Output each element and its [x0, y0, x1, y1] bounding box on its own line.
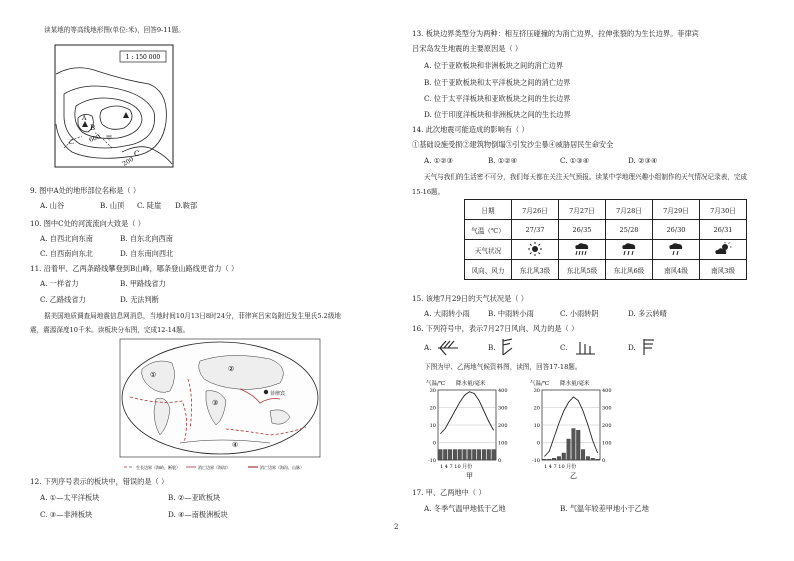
q9-option-d[interactable]: D.鞍部 — [175, 201, 198, 210]
yi-precip-bar — [591, 458, 595, 460]
intro-quake-line1: 据美国地质调查局地震信息网消息，当地时间10月13日8时24分，菲律宾吕宋岛附近发生里氏5.2级地 — [44, 312, 342, 320]
q17-stem: 17. 甲、乙两地中（ ） — [412, 488, 486, 497]
map-scale: 1 : 150 000 — [125, 54, 161, 61]
weather-table — [464, 199, 747, 280]
intro-contour: 读某地的等高线地形图(单位:米)，回答9-11题。 — [44, 26, 185, 34]
yi-temp-tick: 20 — [533, 405, 540, 412]
q9-option-a[interactable]: A. 山谷 — [40, 201, 65, 210]
q15-option-b[interactable]: B. 中雨转小雨 — [488, 309, 534, 318]
jia-precip-bar — [443, 450, 447, 461]
jia-temp-tick: 30 — [429, 388, 436, 394]
jia-temp-tick: -10 — [427, 458, 436, 464]
yi-precip-tick: 200 — [602, 423, 612, 429]
table-cell: 27/37 — [512, 220, 559, 240]
svg-text:②: ② — [228, 365, 235, 373]
yi-precip-label: 降水量/毫米 — [560, 381, 590, 387]
q11-option-a[interactable]: A. 一样省力 — [40, 279, 79, 288]
yi-precip-bar — [596, 459, 600, 460]
q9-option-b[interactable]: B. 山顶 — [100, 201, 125, 210]
light-rain-icon — [667, 242, 685, 256]
yi-precip-bar — [576, 430, 580, 460]
jia-precip-bar — [477, 450, 481, 461]
svg-text:C: C — [134, 150, 140, 158]
jia-precip-bar — [453, 450, 457, 461]
svg-text:200: 200 — [121, 155, 135, 168]
yi-precip-bar — [552, 458, 556, 460]
table-cell: 25/28 — [606, 220, 653, 240]
yi-precip-bar — [586, 457, 590, 461]
q16-option-d[interactable]: D. — [628, 343, 636, 352]
table-row — [465, 200, 747, 220]
yi-precip-tick: 400 — [602, 388, 612, 394]
wind-symbol-d-icon — [640, 338, 660, 356]
table-cell — [559, 240, 606, 260]
wind-symbol-c-icon — [574, 338, 596, 356]
q11-option-c[interactable]: C. 乙路线省力 — [40, 295, 86, 304]
svg-text:600: 600 — [88, 133, 102, 144]
jia-precip-tick: 300 — [498, 405, 508, 412]
table-cell: 7月30日 — [700, 200, 747, 220]
q16-option-a[interactable]: A. — [424, 343, 432, 352]
q15-option-c[interactable]: C. 小雨转阴 — [560, 309, 599, 318]
q14-items: ①基础设施受损②建筑物倒塌③引发沙尘暴④威胁居民生命安全 — [412, 140, 614, 149]
table-cell: 26/30 — [653, 220, 700, 240]
q14-option-a[interactable]: A. ①②③ — [424, 156, 454, 165]
q14-option-d[interactable]: D. ②③④ — [628, 156, 658, 165]
q15-stem: 15. 该地7月29日的天气状况是（ ） — [412, 294, 528, 303]
plate-map — [120, 339, 320, 474]
q17-option-a[interactable]: A. 冬季气温甲地低于乙地 — [424, 504, 506, 513]
q12-option-d[interactable]: D. ④—南极洲板块 — [168, 510, 228, 519]
svg-text:①: ① — [150, 371, 157, 379]
jia-precip-bar — [492, 450, 496, 461]
table-row — [465, 260, 747, 280]
q16-option-b[interactable]: B. — [488, 343, 496, 352]
intro-weather-line2: 15-16题。 — [412, 188, 445, 196]
yi-temp-tick: -10 — [531, 458, 540, 464]
q15-option-d[interactable]: D. 多云转晴 — [628, 309, 667, 318]
table-cell: 26/35 — [559, 220, 606, 240]
jia-precip-bar — [482, 450, 486, 461]
yi-precip-bar — [557, 457, 561, 461]
q11-stem: 11. 沿着甲、乙两条路线攀登到B山峰，哪条登山路线更省力（ ） — [30, 264, 239, 273]
cloudy-sunny-icon — [714, 242, 732, 256]
q10-option-d[interactable]: D. 自东南向西北 — [120, 249, 174, 258]
jia-precip-tick: 400 — [498, 388, 508, 394]
heavy-rain-icon — [573, 242, 591, 256]
jia-precip-bar — [448, 450, 452, 461]
svg-text:A: A — [82, 115, 87, 122]
jia-temp-tick: 10 — [429, 423, 436, 429]
contour-map — [54, 44, 174, 168]
yi-precip-bar — [567, 439, 571, 460]
intro-climate: 下图为甲、乙两地气候资料图，读图，回答17-18题。 — [424, 363, 582, 371]
q12-stem: 12. 下列序号表示的板块中，错误的是（ ） — [30, 477, 169, 486]
moderate-rain-icon — [620, 242, 638, 256]
table-row — [465, 240, 747, 260]
q16-option-c[interactable]: C. — [560, 343, 568, 352]
yi-x-ticks: 1 4 7 10 月份 — [544, 464, 577, 470]
jia-precip-bar — [468, 450, 472, 461]
svg-text:③: ③ — [212, 399, 219, 407]
q16-stem: 16. 下列符号中，表示7月27日风向、风力的是（ ） — [412, 324, 579, 333]
yi-temp-label: 气温/℃ — [530, 381, 550, 387]
table-cell: 26/31 — [700, 220, 747, 240]
q10-option-a[interactable]: A. 自西北向东南 — [40, 234, 93, 243]
q13-option-d[interactable]: D. 位于印度洋板块和非洲板块之间的生长边界 — [424, 110, 571, 119]
table-cell: 东北风6级 — [606, 260, 653, 280]
q10-stem: 10. 图中C处的河流流向大致是（ ） — [30, 219, 145, 228]
table-cell: 风向、风力 — [465, 260, 512, 280]
yi-precip-tick: 300 — [602, 405, 612, 412]
intro-weather-line1: 天气与我们的生活密不可分，我们每天都在关注天气预报。读某中学地理兴趣小组制作的天气情况记录表，完成 — [424, 173, 748, 181]
table-cell: 东北风5级 — [559, 260, 606, 280]
table-cell: 东北风3级 — [512, 260, 559, 280]
yi-precip-bar — [562, 453, 566, 460]
climate-charts — [418, 376, 618, 482]
q12-option-a[interactable]: A. ①—太平洋板块 — [40, 493, 100, 502]
wind-symbol-a-icon — [436, 340, 460, 356]
table-row — [465, 220, 747, 240]
q9-option-c[interactable]: C. 陡崖 — [137, 201, 162, 210]
wind-symbol-b-icon — [500, 338, 520, 356]
table-cell: 日期 — [465, 200, 512, 220]
table-cell: 南风4级 — [653, 260, 700, 280]
jia-temp-tick: 20 — [429, 405, 436, 412]
intro-quake-line2: 震，震源深度10千米。读板块分布图，完成12-14题。 — [30, 326, 190, 334]
svg-text:生长边界（海岭、断裂）: 生长边界（海岭、断裂） — [136, 465, 180, 470]
q17-option-b[interactable]: B. 气温年较差甲地小于乙地 — [560, 504, 649, 513]
jia-precip-bar — [458, 450, 462, 461]
yi-temp-tick: 30 — [533, 388, 540, 394]
q13-stem-line1: 13. 板块边界类型分为两种：相互挤压碰撞的为消亡边界，拉伸张裂的为生长边界。菲律宾 — [412, 29, 699, 38]
jia-precip-bar — [439, 450, 443, 461]
yi-precip-bar — [581, 450, 585, 461]
jia-temp-line — [440, 392, 493, 434]
q11-option-d[interactable]: D. 无法判断 — [120, 295, 159, 304]
yi-temp-tick: 0 — [536, 440, 540, 447]
q10-option-b[interactable]: B. 自东北向西南 — [120, 234, 173, 243]
q14-stem: 14. 此次地震可能造成的影响有（ ） — [412, 125, 529, 134]
jia-precip-tick: 200 — [498, 423, 508, 429]
yi-name: 乙 — [570, 472, 577, 480]
svg-text:菲律宾: 菲律宾 — [270, 391, 286, 397]
yi-precip-tick: 100 — [602, 440, 612, 447]
q13-stem-line2: 吕宋岛发生地震的主要原因是（ ） — [412, 44, 523, 53]
yi-temp-line — [544, 397, 597, 457]
table-cell — [653, 240, 700, 260]
jia-chart — [428, 388, 508, 470]
jia-precip-label: 降水量/毫米 — [456, 381, 486, 387]
svg-text:消亡边界（海沟）: 消亡边界（海沟） — [198, 465, 230, 470]
q13-option-a[interactable]: A. 位于亚欧板块和非洲板块之间的消亡边界 — [424, 61, 564, 70]
table-cell — [606, 240, 653, 260]
table-cell: 7月28日 — [606, 200, 653, 220]
yi-chart — [532, 388, 612, 470]
table-cell: 南风3级 — [700, 260, 747, 280]
yi-precip-bar — [547, 459, 551, 460]
jia-precip-bar — [463, 450, 467, 461]
svg-text:乙: 乙 — [68, 139, 75, 146]
table-cell: 7月29日 — [653, 200, 700, 220]
jia-temp-label: 气温/℃ — [426, 381, 446, 387]
sunny-icon — [527, 242, 543, 256]
page-number: 2 — [394, 523, 399, 531]
jia-x-ticks: 1 4 7 10 月份 — [440, 464, 473, 470]
yi-precip-bar — [543, 459, 547, 460]
jia-precip-tick: 0 — [498, 458, 502, 464]
table-cell — [512, 240, 559, 260]
jia-precip-tick: 100 — [498, 440, 508, 447]
svg-text:甲: 甲 — [106, 135, 113, 142]
q10-option-c[interactable]: C. 自西南向东北 — [40, 249, 93, 258]
jia-precip-bar — [487, 450, 491, 461]
q12-option-c[interactable]: C. ③—非洲板块 — [40, 510, 93, 519]
table-cell: 天气状况 — [465, 240, 512, 260]
yi-precip-tick: 0 — [602, 458, 606, 464]
yi-precip-bar — [572, 429, 576, 461]
svg-text:④: ④ — [232, 441, 239, 449]
jia-precip-bar — [472, 450, 476, 461]
jia-temp-tick: 0 — [432, 440, 436, 447]
q14-option-b[interactable]: B. ①②④ — [488, 156, 518, 165]
q15-option-a[interactable]: A. 大雨转小雨 — [424, 309, 470, 318]
q13-option-c[interactable]: C. 位于太平洋板块和亚欧板块之间的生长边界 — [424, 94, 571, 103]
table-cell: 7月26日 — [512, 200, 559, 220]
table-cell: 7月27日 — [559, 200, 606, 220]
table-cell — [700, 240, 747, 260]
jia-name: 甲 — [466, 472, 473, 480]
q11-option-b[interactable]: B. 甲路线省力 — [120, 279, 166, 288]
q9-stem: 9. 图中A处的地形部位名称是（ ） — [30, 186, 141, 195]
yi-temp-tick: 10 — [533, 423, 540, 429]
q13-option-b[interactable]: B. 位于亚欧板块和太平洋板块之间的消亡边界 — [424, 78, 571, 87]
svg-text:消亡边界（海沟、山脉）: 消亡边界（海沟、山脉） — [260, 465, 304, 470]
q12-option-b[interactable]: B. ②—亚欧板块 — [168, 493, 221, 502]
table-cell: 气温（℃） — [465, 220, 512, 240]
q14-option-c[interactable]: C. ①③④ — [560, 156, 590, 165]
svg-text:B: B — [90, 124, 96, 132]
